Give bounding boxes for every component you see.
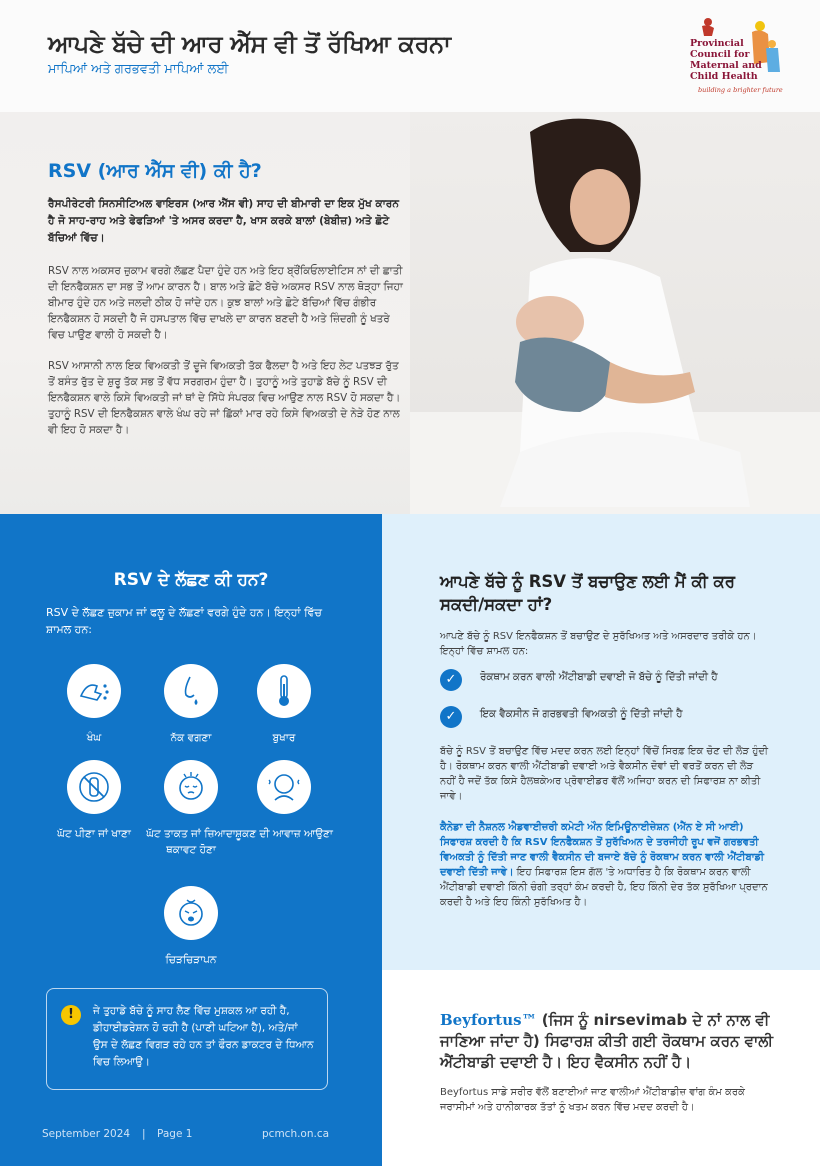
wheeze-icon — [267, 770, 301, 804]
logo-wordmark: Provincial Council for Maternal and Child Health — [690, 38, 762, 82]
symptom-irritability: ਚਿੜਚਿੜਾਪਨ — [141, 886, 241, 968]
logo-tagline: building a brighter future — [698, 86, 783, 94]
rsv-paragraph-2: RSV ਆਸਾਨੀ ਨਾਲ ਇਕ ਵਿਅਕਤੀ ਤੋਂ ਦੂਜੇ ਵਿਅਕਤੀ ਤੱਕ ਫੈਲਦਾ ਹੈ ਅਤੇ ਇਹ ਲੇਟ ਪਤਝੜ ਰੁੱਤ ਤੋਂ ਬਸੰਤ ਰੁੱਤ ਦੇ ਸ਼ੁਰੂ ਤੱਕ ਸਭ ਤੋਂ ਵੱਧ ਸਰਗਰਮ ਹੁੰਦਾ ਹੈ। ਤੁਹਾਨੂੰ ਅਤੇ ਤੁਹਾਡੇ ਬੱਚੇ ਨੂੰ RSV ਦੀ ਇਨਫੈਕਸ਼ਨ ਵਾਲੇ ਕਿਸੇ ਵਿਅਕਤੀ ਜਾਂ ਥਾਂ ਦੇ ਸਿੱਧੇ ਸੰਪਰਕ ਵਿਚ ਆਉਣ ਨਾਲ RSV ਹੋ ਸਕਦਾ ਹੈ। ਤੁਹਾਨੂੰ RSV ਦੀ ਇਨਫੈਕਸ਼ਨ ਵਾਲੇ ਖੰਘ ਰਹੇ ਜਾਂ ਛਿੱਕਾਂ ਮਾਰ ਰਹੇ ਕਿਸੇ ਵਿਅਕਤੀ ਦੇ ਨੇੜੇ ਹੋਣ ਨਾਲ ਵੀ ਇਹ ਹੋ ਸਕਦਾ ਹੈ। — [48, 360, 401, 436]
symptom-fever: ਬੁਖਾਰ — [234, 664, 334, 746]
beyfortus-body: Beyfortus ਸਾਡੇ ਸਰੀਰ ਵੱਲੋਂ ਬਣਾਈਆਂ ਜਾਣ ਵਾਲੀਆਂ ਐਂਟੀਬਾਡੀਜ਼ ਵਾਂਗ ਕੰਮ ਕਰਕੇ ਜਰਾਸੀਮਾਂ ਅਤੇ ਹਾਨੀਕਾਰਕ ਤੱਤਾਂ ਨੂੰ ਖਤਮ ਕਰਨ ਵਿੱਚ ਮਦਦ ਕਰਦੀ ਹੈ। — [440, 1087, 745, 1113]
pcmch-logo — [690, 14, 800, 94]
tired-baby-icon — [174, 770, 208, 804]
rsv-definition: ਰੈਸਪੀਰੇਟਰੀ ਸਿਨਸੀਟਿਅਲ ਵਾਇਰਸ (ਆਰ ਐੱਸ ਵੀ) ਸਾਹ ਦੀ ਬੀਮਾਰੀ ਦਾ ਇਕ ਮੁੱਖ ਕਾਰਨ ਹੈ ਜੋ ਸਾਹ-ਰਾਹ ਅਤੇ ਫੇਫੜਿਆਂ 'ਤੇ ਅਸਰ ਕਰਦਾ ਹੈ, ਖਾਸ ਕਰਕੇ ਬਾਲਾਂ (ਬੇਬੀਜ਼) ਅਤੇ ਛੋਟੇ ਬੱਚਿਆਂ ਵਿੱਚ। — [48, 198, 399, 244]
cough-icon — [77, 676, 111, 706]
footer-separator: | — [142, 1128, 146, 1140]
page-title: ਆਪਣੇ ਬੱਚੇ ਦੀ ਆਰ ਐੱਸ ਵੀ ਤੋਂ ਰੱਖਿਆ ਕਰਨਾ — [48, 30, 451, 58]
page-header — [0, 0, 820, 112]
mother-holding-baby-photo — [410, 112, 820, 514]
symptoms-intro: RSV ਦੇ ਲੱਛਣ ਜ਼ੁਕਾਮ ਜਾਂ ਫਲੂ ਦੇ ਲੱਛਣਾਂ ਵਰਗੇ ਹੁੰਦੇ ਹਨ। ਇਨ੍ਹਾਂ ਵਿੱਚ ਸ਼ਾਮਲ ਹਨ: — [46, 606, 322, 636]
thermometer-icon — [274, 674, 294, 708]
page-subtitle: ਮਾਪਿਆਂ ਅਤੇ ਗਰਭਵਤੀ ਮਾਪਿਆਂ ਲਈ — [48, 62, 229, 77]
protect-heading: ਆਪਣੇ ਬੱਚੇ ਨੂੰ RSV ਤੋਂ ਬਚਾਉਣ ਲਈ ਮੈਂ ਕੀ ਕਰ ਸਕਦੀ/ਸਕਦਾ ਹਾਂ? — [440, 572, 735, 614]
no-bottle-icon — [77, 770, 111, 804]
footer-date: September 2024 — [42, 1128, 131, 1140]
what-is-rsv-heading: RSV (ਆਰ ਐੱਸ ਵੀ) ਕੀ ਹੈ? — [48, 160, 262, 182]
rsv-paragraph-1: RSV ਨਾਲ ਅਕਸਰ ਜ਼ੁਕਾਮ ਵਰਗੇ ਲੱਛਣ ਪੈਦਾ ਹੁੰਦੇ ਹਨ ਅਤੇ ਇਹ ਬ੍ਰੌਂਕਿਓਲਾਈਟਿਸ ਨਾਂ ਦੀ ਛਾਤੀ ਦੀ ਇਨਫੈਕਸ਼ਨ ਦਾ ਸਭ ਤੋਂ ਆਮ ਕਾਰਨ ਹੈ। ਬਾਲ ਅਤੇ ਛੋਟੇ ਬੱਚੇ ਅਕਸਰ RSV ਨਾਲ ਥੋੜ੍ਹਾ ਜਿਹਾ ਬੀਮਾਰ ਹੁੰਦੇ ਹਨ ਅਤੇ ਜਲਦੀ ਠੀਕ ਹੋ ਜਾਂਦੇ ਹਨ। ਕੁਝ ਬਾਲਾਂ ਅਤੇ ਛੋਟੇ ਬੱਚਿਆਂ ਵਿੱਚ ਗੰਭੀਰ ਇਨਫੈਕਸ਼ਨ ਹੋ ਸਕਦੀ ਹੈ ਜੋ ਹਸਪਤਾਲ ਵਿੱਚ ਦਾਖਲੇ ਦਾ ਕਾਰਨ ਬਣਦੀ ਹੈ ਅਤੇ ਜ਼ਿੰਦਗੀ ਨੂੰ ਖਤਰੇ ਵਿਚ ਪਾਉਣ ਵਾਲੀ ਹੋ ਸਕਦੀ ਹੈ। — [48, 265, 403, 341]
symptoms-section — [0, 514, 382, 1166]
symptom-wheezing: ਸ਼ੂਕਣ ਦੀ ਆਵਾਜ਼ ਆਉਣਾ — [234, 760, 334, 842]
naci-recommendation: ਕੈਨੇਡਾ ਦੀ ਨੈਸ਼ਨਲ ਐਡਵਾਈਜ਼ਰੀ ਕਮੇਟੀ ਔਨ ਇਮਿਊਨਾਈਜ਼ੇਸ਼ਨ (ਐੱਨ ਏ ਸੀ ਆਈ) ਸਿਫਾਰਸ਼ ਕਰਦੀ ਹੈ ਕਿ RSV ਇਨਫੈਕਸ਼ਨ ਤੋਂ ਸੁਰੱਖਿਅਨ ਦੇ ਤਰਜੀਹੀ ਰੂਪ ਵਜੋਂ ਗਰਭਵਤੀ ਵਿਅਕਤੀ ਨੂੰ ਦਿੱਤੀ ਜਾਣ ਵਾਲੀ ਵੈਕਸੀਨ ਦੀ ਬਜਾਏ ਬੱਚੇ ਨੂੰ ਰੋਕਥਾਮ ਕਰਨ ਵਾਲੀ ਐਂਟੀਬਾਡੀ ਦਵਾਈ ਦਿੱਤੀ ਜਾਵੇ। ਇਹ ਸਿਫਾਰਸ਼ ਇਸ ਗੱਲ 'ਤੇ ਅਧਾਰਿਤ ਹੈ ਕਿ ਰੋਕਥਾਮ ਕਰਨ ਵਾਲੀ ਐਂਟੀਬਾਡੀ ਦਵਾਈ ਕਿੰਨੀ ਚੰਗੀ ਤਰ੍ਹਾਂ ਕੰਮ ਕਰਦੀ ਹੈ, ਇਹ ਕਿੰਨੀ ਦੇਰ ਤੱਕ ਸੁਰੱਖਿਆ ਪ੍ਰਦਾਨ ਕਰਦੀ ਹੈ ਅਤੇ ਇਹ ਕਿੰਨੀ ਸੁਰੱਖਿਅਤ ਹੈ। — [440, 822, 768, 908]
symptom-tiredness: ਘੱਟ ਤਾਕਤ ਜਾਂ ਜ਼ਿਆਦਾ ਥਕਾਵਟ ਹੋਣਾ — [141, 760, 241, 858]
protect-intro: ਆਪਣੇ ਬੱਚੇ ਨੂੰ RSV ਇਨਫੈਕਸ਼ਨ ਤੋਂ ਬਚਾਉਣ ਦੇ ਸੁਰੱਖਿਅਤ ਅਤੇ ਅਸਰਦਾਰ ਤਰੀਕੇ ਹਨ। ਇਨ੍ਹਾਂ ਵਿੱਚ ਸ਼ਾਮਲ ਹਨ: — [440, 631, 757, 657]
symptom-cough: ਖੰਘ — [44, 664, 144, 746]
runny-nose-icon — [176, 675, 206, 707]
warning-icon: ! — [61, 1005, 81, 1025]
protect-section: ਆਪਣੇ ਬੱਚੇ ਨੂੰ RSV ਤੋਂ ਬਚਾਉਣ ਲਈ ਮੈਂ ਕੀ ਕਰ ਸਕਦੀ/ਸਕਦਾ ਹਾਂ? ਆਪਣੇ ਬੱਚੇ ਨੂੰ RSV ਇਨਫੈਕਸ਼ਨ ਤੋਂ ਬਚਾਉਣ ਦੇ ਸੁਰੱਖਿਅਤ ਅਤੇ ਅਸਰਦਾਰ ਤਰੀਕੇ ਹਨ। ਇਨ੍ਹਾਂ ਵਿੱਚ ਸ਼ਾਮਲ ਹਨ: ✓ ਰੋਕਥਾਮ ਕਰਨ ਵਾਲੀ ਐਂਟੀਬਾਡੀ ਦਵਾਈ ਜੋ ਬੱਚੇ ਨੂੰ ਦਿੱਤੀ ਜਾਂਦੀ ਹੈ ✓ ਇਕ ਵੈਕਸੀਨ ਜੋ ਗਰਭਵਤੀ ਵਿਅਕਤੀ ਨੂੰ ਦਿੱਤੀ ਜਾਂਦੀ ਹੈ ਬੱਚੇ ਨੂੰ RSV ਤੋਂ ਬਚਾਉਣ ਵਿੱਚ ਮਦਦ ਕਰਨ ਲਈ ਇਨ੍ਹਾਂ ਵਿੱਚੋਂ ਸਿਰਫ਼ ਇਕ ਚੋਣ ਦੀ ਲੋੜ ਹੁੰਦੀ ਹੈ। ਰੋਕਥਾਮ ਕਰਨ ਵਾਲੀ ਐਂਟੀਬਾਡੀ ਦਵਾਈ ਅਤੇ ਵੈਕਸੀਨ ਦੋਵਾਂ ਦੀ ਵਰਤੋਂ ਕਰਨ ਦੀ ਲੋੜ ਨਹੀਂ ਹੈ ਜਦੋਂ ਤੱਕ ਕਿਸੇ ਹੈਲਥਕੇਅਰ ਪ੍ਰੋਵਾਈਡਰ ਵੱਲੋਂ ਅਜਿਹਾ ਕਰਨ ਦੀ ਸਿਫਾਰਸ਼ ਨਾ ਕੀਤੀ ਜਾਵੇ। ਕੈਨੇਡਾ ਦੀ ਨੈਸ਼ਨਲ ਐਡਵਾਈਜ਼ਰੀ ਕਮੇਟੀ ਔਨ ਇਮਿਊਨਾਈਜ਼ੇਸ਼ਨ (ਐੱਨ ਏ ਸੀ ਆਈ) ਸਿਫਾਰਸ਼ ਕਰਦੀ ਹੈ ਕਿ RSV ਇਨਫੈਕਸ਼ਨ ਤੋਂ ਸੁਰੱਖਿਅਨ ਦੇ ਤਰਜੀਹੀ ਰੂਪ ਵਜੋਂ ਗਰਭਵਤੀ ਵਿਅਕਤੀ ਨੂੰ ਦਿੱਤੀ ਜਾਣ ਵਾਲੀ ਵੈਕਸੀਨ ਦੀ ਬਜਾਏ ਬੱਚੇ ਨੂੰ ਰੋਕਥਾਮ ਕਰਨ ਵਾਲੀ ਐਂਟੀਬਾਡੀ ਦਵਾਈ ਦਿੱਤੀ ਜਾਵੇ। ਇਹ ਸਿਫਾਰਸ਼ ਇਸ ਗੱਲ 'ਤੇ ਅਧਾਰਿਤ ਹੈ ਕਿ ਰੋਕਥਾਮ ਕਰਨ ਵਾਲੀ ਐਂਟੀਬਾਡੀ ਦਵਾਈ ਕਿੰਨੀ ਚੰਗੀ ਤਰ੍ਹਾਂ ਕੰਮ ਕਰਦੀ ਹੈ, ਇਹ ਕਿੰਨੀ ਦੇਰ ਤੱਕ ਸੁਰੱਖਿਆ ਪ੍ਰਦਾਨ ਕਰਦੀ ਹੈ ਅਤੇ ਇਹ ਕਿੰਨੀ ਸੁਰੱਖਿਅਤ ਹੈ। — [382, 514, 820, 970]
what-is-rsv-section — [0, 112, 820, 514]
footer-url-link[interactable]: pcmch.on.ca — [262, 1128, 330, 1140]
symptom-runny-nose: ਨੱਕ ਵਗਣਾ — [141, 664, 241, 746]
protect-paragraph-2: ਬੱਚੇ ਨੂੰ RSV ਤੋਂ ਬਚਾਉਣ ਵਿੱਚ ਮਦਦ ਕਰਨ ਲਈ ਇਨ੍ਹਾਂ ਵਿੱਚੋਂ ਸਿਰਫ਼ ਇਕ ਚੋਣ ਦੀ ਲੋੜ ਹੁੰਦੀ ਹੈ। ਰੋਕਥਾਮ ਕਰਨ ਵਾਲੀ ਐਂਟੀਬਾਡੀ ਦਵਾਈ ਅਤੇ ਵੈਕਸੀਨ ਦੋਵਾਂ ਦੀ ਵਰਤੋਂ ਕਰਨ ਦੀ ਲੋੜ ਨਹੀਂ ਹੈ ਜਦੋਂ ਤੱਕ ਕਿਸੇ ਹੈਲਥਕੇਅਰ ਪ੍ਰੋਵਾਈਡਰ ਵੱਲੋਂ ਅਜਿਹਾ ਕਰਨ ਦੀ ਸਿਫਾਰਸ਼ ਨਾ ਕੀਤੀ ਜਾਵੇ। — [440, 746, 769, 802]
beyfortus-heading: Beyfortus™ (ਜਿਸ ਨੂੰ nirsevimab ਦੇ ਨਾਂ ਨਾਲ ਵੀ ਜਾਣਿਆ ਜਾਂਦਾ ਹੈ) ਸਿਫਾਰਸ਼ ਕੀਤੀ ਗਈ ਰੋਕਥਾਮ ਕਰਨ ਵਾਲੀ ਐਂਟੀਬਾਡੀ ਦਵਾਈ ਹੈ। ਇਹ ਵੈਕਸੀਨ ਨਹੀਂ ਹੈ। — [440, 1011, 773, 1071]
beyfortus-section — [440, 1010, 780, 1115]
checkmark-icon: ✓ — [440, 669, 462, 691]
symptoms-heading: RSV ਦੇ ਲੱਛਣ ਕੀ ਹਨ? — [113, 570, 269, 590]
urgent-care-alert: ! ਜੇ ਤੁਹਾਡੇ ਬੱਚੇ ਨੂੰ ਸਾਹ ਲੈਣ ਵਿੱਚ ਮੁਸ਼ਕਲ ਆ ਰਹੀ ਹੈ, ਡੀਹਾਈਡਰੇਸ਼ਨ ਹੋ ਰਹੀ ਹੈ (ਪਾਣੀ ਘਟਿਆ ਹੈ), ਅਤੇ/ਜਾਂ ਉਸ ਦੇ ਲੱਛਣ ਵਿਗੜ ਰਹੇ ਹਨ ਤਾਂ ਫੌਰਨ ਡਾਕਟਰ ਦੇ ਧਿਆਨ ਵਿਚ ਲਿਆਉ। — [46, 988, 328, 1090]
crying-baby-icon — [174, 896, 208, 930]
footer-page-number: Page 1 — [157, 1128, 193, 1140]
checkmark-icon: ✓ — [440, 706, 462, 728]
symptom-less-drinking: ਘੱਟ ਪੀਣਾ ਜਾਂ ਖਾਣਾ — [44, 760, 144, 842]
